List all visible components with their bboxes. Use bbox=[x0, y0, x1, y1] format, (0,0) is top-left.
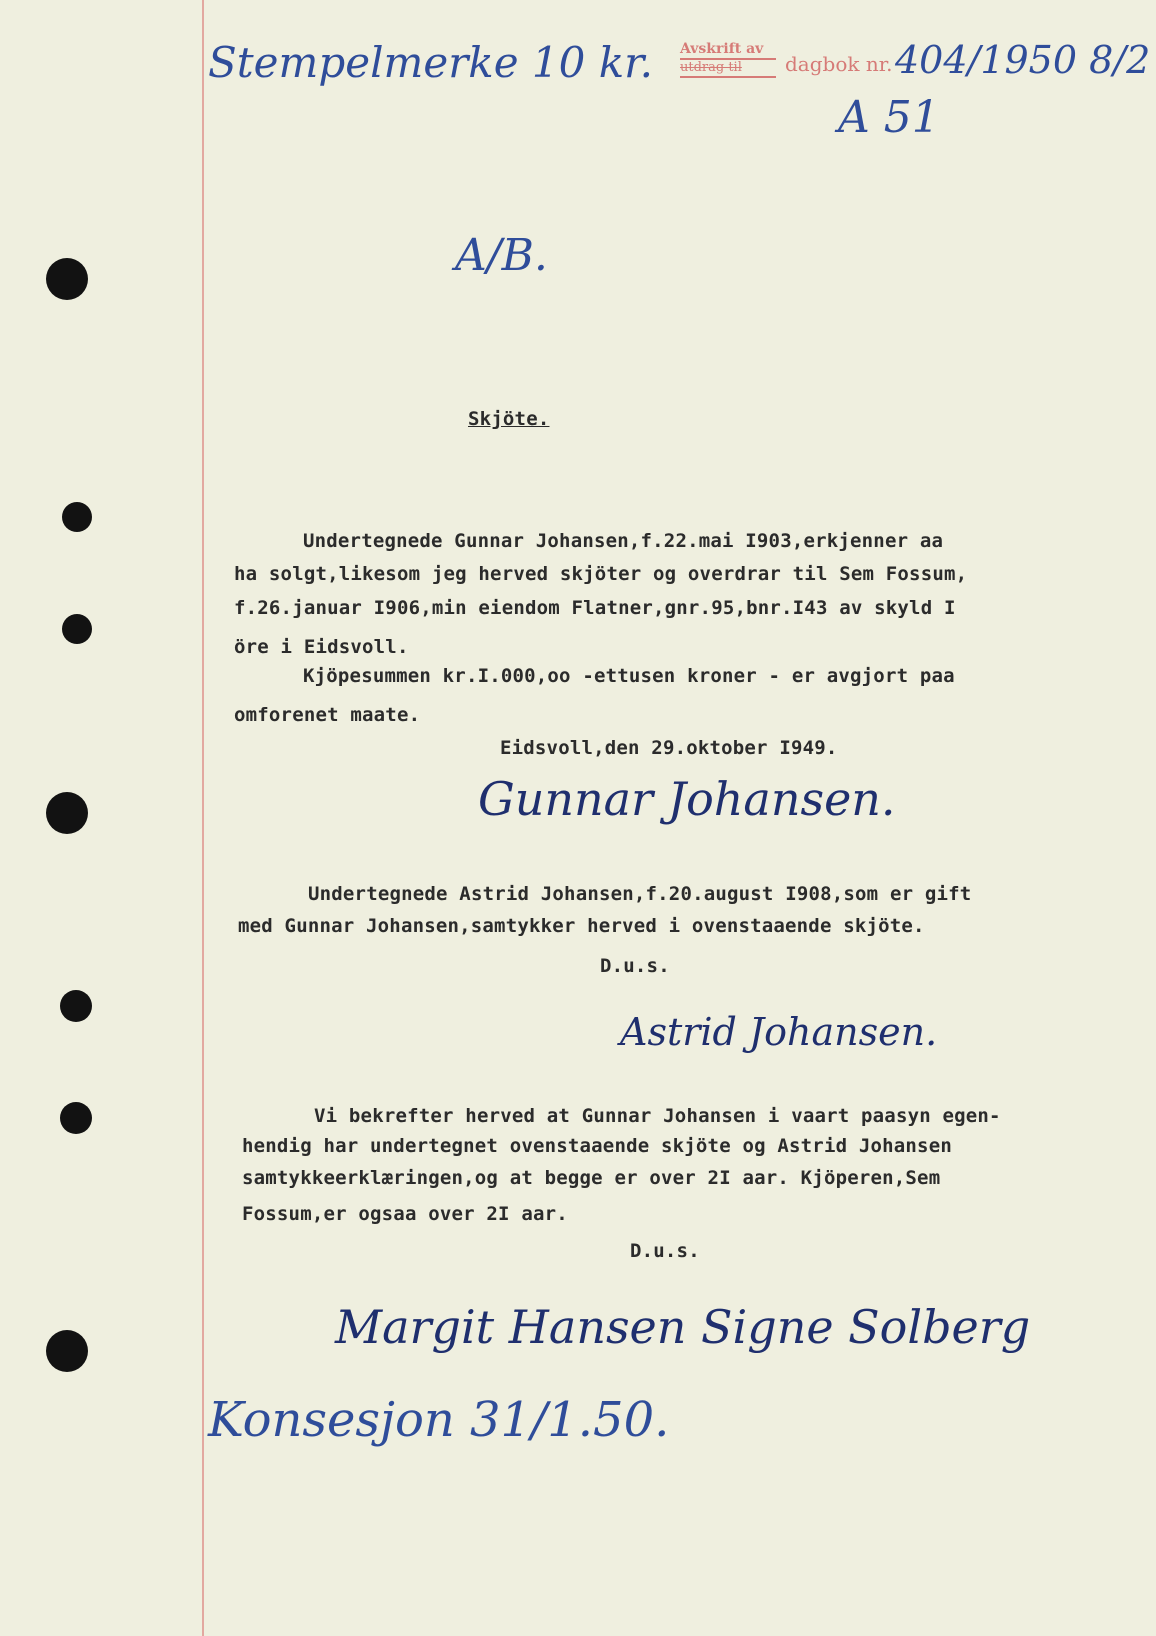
punch-hole bbox=[46, 792, 88, 834]
place-date: Eidsvoll,den 29.oktober I949. bbox=[500, 737, 838, 759]
watermark bbox=[300, 163, 444, 236]
copy-label-stamp bbox=[680, 40, 780, 78]
copy-label-line1: Avskrift av bbox=[680, 41, 764, 57]
witness-line: hendig har undertegnet ovenstaaende skjöte og Astrid Johansen bbox=[242, 1135, 952, 1157]
seller-signature: Gunnar Johansen. bbox=[478, 772, 896, 826]
consent-line: Undertegnede Astrid Johansen,f.20.august I908,som er gift bbox=[308, 883, 972, 905]
concession-note: Konsesjon 31/1.50. bbox=[208, 1392, 670, 1448]
punch-hole bbox=[60, 1102, 92, 1134]
witness-line: Vi bekrefter herved at Gunnar Johansen i vaart paasyn egen- bbox=[314, 1105, 1001, 1127]
archive-reference: A 51 bbox=[838, 92, 940, 143]
deed-line: omforenet maate. bbox=[234, 704, 421, 726]
dus-closing: D.u.s. bbox=[600, 955, 670, 977]
punch-hole bbox=[46, 258, 88, 300]
deed-line: öre i Eidsvoll. bbox=[234, 636, 409, 658]
stamp-fee-note: Stempelmerke 10 kr. bbox=[208, 38, 653, 87]
punch-hole bbox=[62, 614, 92, 644]
witness-signatures: Margit Hansen Signe Solberg bbox=[335, 1300, 1031, 1354]
copy-label-line2: utdrag til bbox=[680, 60, 742, 75]
document-title: Skjöte. bbox=[468, 408, 550, 430]
deed-line: f.26.januar I906,min eiendom Flatner,gnr.95,bnr.I43 av skyld I bbox=[234, 597, 956, 619]
witness-line: Fossum,er ogsaa over 2I aar. bbox=[242, 1203, 568, 1225]
punch-hole bbox=[60, 990, 92, 1022]
consent-line: med Gunnar Johansen,samtykker herved i ovenstaaende skjöte. bbox=[238, 915, 925, 937]
stamp-rule bbox=[680, 76, 776, 78]
deed-line: ha solgt,likesom jeg herved skjöter og overdrar til Sem Fossum, bbox=[234, 563, 968, 585]
journal-label: dagbok nr. bbox=[785, 52, 893, 76]
deed-line: Kjöpesummen kr.I.000,oo -ettusen kroner - er avgjort paa bbox=[303, 665, 955, 687]
punch-hole bbox=[46, 1330, 88, 1372]
deed-line: Undertegnede Gunnar Johansen,f.22.mai I903,erkjenner aa bbox=[303, 530, 944, 552]
spouse-signature: Astrid Johansen. bbox=[620, 1010, 938, 1054]
punch-hole bbox=[62, 502, 92, 532]
handwritten-mark: A/B. bbox=[455, 230, 548, 281]
witness-line: samtykkeerklæringen,og at begge er over 2I aar. Kjöperen,Sem bbox=[242, 1167, 941, 1189]
margin-rule bbox=[202, 0, 204, 1636]
journal-number: 404/1950 8/2 bbox=[895, 38, 1151, 82]
dus-closing: D.u.s. bbox=[630, 1240, 700, 1262]
